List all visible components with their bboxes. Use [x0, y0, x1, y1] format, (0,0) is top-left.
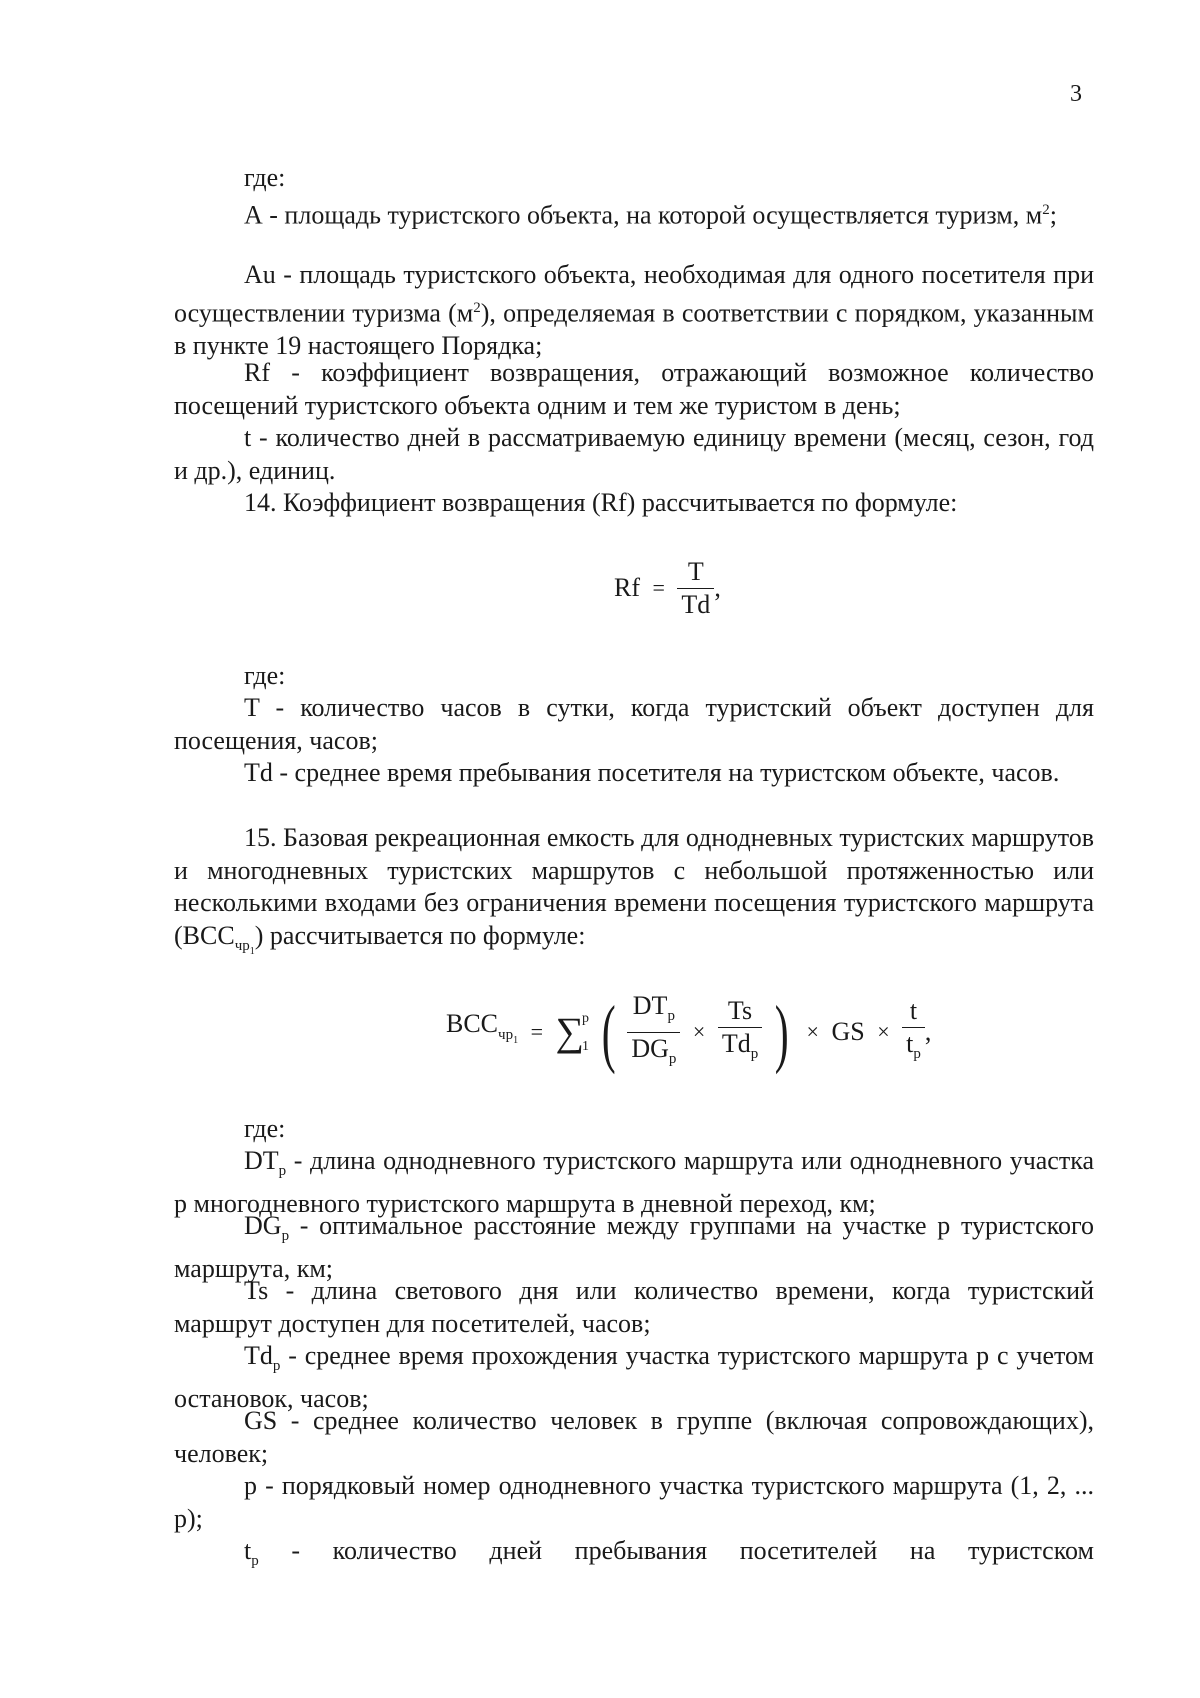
page-number: 3 — [1070, 81, 1082, 107]
definition-p: p - порядковый номер однодневного участка туристского маршрута (1, 2, ... p); — [174, 1471, 1094, 1533]
formula-bcc-times-3: × — [877, 1019, 890, 1045]
definition-rf: Rf - коэффициент возвращения, отражающий возможное количество посещений туристского объекта одним и тем же туристом в день; — [174, 358, 1094, 420]
formula-rf-denominator: Td — [681, 590, 711, 619]
definition-Td: Td - среднее время пребывания посетителя на туристском объекте, часов. — [244, 758, 1060, 787]
definition-dgp-subscript: p — [281, 1228, 290, 1245]
formula-rf-comma: , — [714, 573, 721, 603]
definition-dgp-symbol: DG — [244, 1211, 282, 1240]
formula-bcc-f2-numerator: Ts — [718, 995, 762, 1028]
where-label-2: где: — [244, 661, 286, 690]
definition-au-text-1: Au - площадь туристского объекта, необходимая для одного посетителя при осуществлении туризма (м — [174, 260, 1094, 328]
definition-a-end: ; — [1049, 200, 1057, 230]
formula-bcc-times-2: × — [806, 1019, 819, 1045]
definition-a — [174, 194, 1094, 232]
formula-bcc-f1-numerator — [627, 990, 680, 1033]
definition-dtp — [174, 1145, 1094, 1220]
sum-limits — [582, 1005, 589, 1061]
formula-rf — [614, 556, 721, 621]
definition-t: t - количество дней в рассматриваемую единицу времени (месяц, сезон, год и др.), единиц. — [174, 423, 1094, 485]
paragraph-15-bcc-subscript — [234, 937, 255, 957]
formula-bcc-f2-den-sub: p — [750, 1046, 759, 1063]
formula-bcc — [446, 990, 931, 1075]
formula-bcc-f1-num-sub: p — [667, 1008, 675, 1025]
definition-T: T - количество часов в сутки, когда туристский объект доступен для посещения, часов; — [174, 693, 1094, 755]
formula-bcc-gs: GS — [831, 1017, 865, 1047]
formula-rf-numerator: T — [677, 556, 714, 589]
definition-tdp-subscript: p — [272, 1358, 281, 1375]
formula-bcc-f1-num-text: DT — [632, 991, 668, 1020]
definition-tp-text: - количество дней пребывания посетителей на туристском — [258, 1536, 1094, 1565]
formula-bcc-f1-den-text: DG — [631, 1034, 669, 1064]
where-label-1: где: — [244, 163, 286, 192]
formula-rf-fraction — [677, 556, 714, 621]
definition-tp-subscript: p — [251, 1553, 259, 1570]
right-paren-icon: ) — [774, 990, 789, 1075]
formula-bcc-f3-numerator: t — [902, 995, 925, 1028]
formula-bcc-lhs-subscript — [498, 1026, 519, 1046]
definition-tdp-text: - среднее время прохождения участка туристского маршрута p с учетом остановок, часов; — [174, 1341, 1094, 1413]
formula-bcc-fraction-1 — [627, 990, 680, 1075]
definition-ts: Ts - длина светового дня или количество времени, когда туристский маршрут доступен для посетителей, часов; — [174, 1276, 1094, 1338]
formula-bcc-lhs-sub-index: 1 — [513, 1034, 519, 1046]
definition-a-text: А - площадь туристского объекта, на которой осуществляется туризм, м — [244, 200, 1043, 230]
definition-a-superscript: 2 — [1042, 202, 1050, 218]
definition-dtp-subscript: p — [278, 1163, 287, 1180]
formula-bcc-fraction-2 — [718, 995, 762, 1070]
formula-bcc-f1-den-sub: p — [668, 1051, 677, 1068]
formula-bcc-f1-denominator — [627, 1033, 680, 1075]
formula-bcc-lhs — [446, 1008, 518, 1057]
definition-dtp-text: - длина однодневного туристского маршрута или однодневного участка p многодневного туристского маршрута в дневной переход, км; — [174, 1146, 1094, 1218]
formula-bcc-f2-denominator — [718, 1028, 762, 1070]
paragraph-14: 14. Коэффициент возвращения (Rf) рассчитывается по формуле: — [244, 488, 958, 517]
sum-upper-limit: p — [582, 1010, 590, 1026]
formula-bcc-equals: = — [530, 1019, 543, 1045]
sum-lower-limit: 1 — [582, 1038, 590, 1054]
formula-rf-lhs: Rf — [614, 573, 640, 603]
formula-bcc-f3-den-text: t — [906, 1029, 914, 1059]
formula-bcc-fraction-3 — [902, 995, 925, 1070]
paragraph-15-bcc-sub-letters: чр — [234, 937, 250, 954]
definition-gs: GS - среднее количество человек в группе (включая сопровождающих), человек; — [174, 1406, 1094, 1468]
left-paren-icon: ( — [601, 990, 616, 1075]
definition-au-superscript: 2 — [473, 299, 481, 316]
definition-au-text-2: ), определяемая в соответствии с порядком, указанным в пункте 19 настоящего Порядка; — [174, 298, 1094, 360]
formula-bcc-f3-den-sub: p — [913, 1046, 921, 1063]
definition-tp — [174, 1535, 1094, 1578]
where-label-3: где: — [244, 1114, 286, 1143]
definition-dgp — [174, 1210, 1094, 1285]
paragraph-15-bcc: BCC — [182, 920, 235, 950]
formula-bcc-f3-denominator — [902, 1028, 925, 1070]
definition-au — [174, 259, 1094, 362]
definition-dtp-symbol: DT — [244, 1146, 279, 1175]
paragraph-15-bcc-sub-index: 1 — [249, 945, 255, 957]
paragraph-15-text-1: 15. Базовая рекреационная емкость для однодневных туристских маршрутов и многодневных туристских маршрутов с небольшой протяженностью или несколькими входами без ограничения времени посещения туристского маршрута ( — [174, 823, 1094, 950]
definition-dgp-text: - оптимальное расстояние между группами на участке p туристского маршрута, км; — [174, 1211, 1094, 1283]
formula-bcc-comma: , — [924, 1017, 932, 1047]
definition-tdp — [174, 1340, 1094, 1415]
definition-tdp-symbol: Td — [244, 1341, 273, 1370]
formula-rf-equals: = — [652, 575, 665, 601]
formula-bcc-times-1: × — [692, 1019, 706, 1045]
formula-bcc-f2-den-text: Td — [721, 1029, 751, 1059]
paragraph-15-text-2: ) рассчитывается по формуле: — [254, 920, 586, 950]
paragraph-15 — [174, 822, 1094, 968]
sum-icon: ∑ — [555, 1009, 585, 1055]
definition-tp-symbol: t — [244, 1536, 252, 1565]
formula-bcc-lhs-sub-letters: чр — [498, 1026, 514, 1043]
formula-bcc-lhs-text: BCC — [446, 1009, 499, 1039]
